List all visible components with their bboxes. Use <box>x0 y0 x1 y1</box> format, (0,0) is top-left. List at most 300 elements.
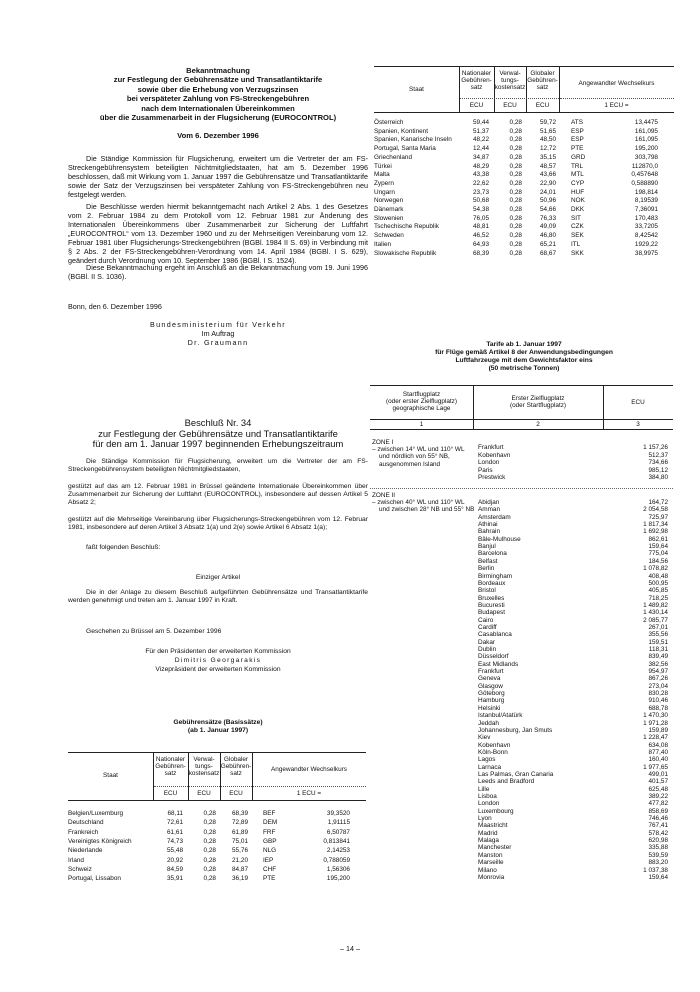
tarif-ecu: 164,72 <box>648 499 668 506</box>
table-row <box>370 756 673 763</box>
admin-rate: 0,28 <box>509 171 522 179</box>
exchange-rate: 0,588890 <box>631 179 658 187</box>
tarif-ecu: 910,46 <box>648 697 668 705</box>
page-number: – 14 – <box>340 944 360 953</box>
table-row <box>370 602 673 609</box>
destination-airport: Lyon <box>478 815 492 823</box>
table-row <box>370 867 673 874</box>
country-name: Türkei <box>374 162 392 170</box>
tarif-ecu: 877,40 <box>648 748 668 756</box>
global-rate: 50,96 <box>540 197 556 205</box>
table-row <box>370 705 673 712</box>
table-row <box>370 727 673 734</box>
tarif-ecu: 2 085,77 <box>643 616 668 624</box>
table-row <box>370 800 673 807</box>
global-rate: 48,57 <box>540 162 556 170</box>
destination-airport: Leeds and Bradford <box>478 778 535 786</box>
tarif-ecu: 118,31 <box>648 646 668 653</box>
currency-code: IEP <box>263 856 274 864</box>
national-rate: 55,48 <box>167 847 183 855</box>
exchange-rate: 8,19539 <box>634 197 658 205</box>
destination-airport: Banjul <box>478 543 496 551</box>
currency-code: CZK <box>571 223 584 231</box>
country-name: Irland <box>68 856 84 864</box>
national-rate: 54,38 <box>473 206 489 213</box>
table-row <box>370 668 673 675</box>
header-national: Nationaler Gebühren- satz <box>155 756 186 778</box>
national-rate: 51,37 <box>473 127 489 135</box>
beschluss-paragraph-3: gestützt auf die Mehrseitige Vereinbarung über Flugsicherungs-Streckengebühren vom 12. Februar 1981, insbesondere auf deren Artikel 3 Absatz 1(a) und 2(e) sowie Artikel 6 Absatz 1(a); <box>68 516 368 531</box>
table-row <box>374 241 674 250</box>
exchange-rate: 161,095 <box>634 136 658 144</box>
title-line: für den am 1. Januar 1997 beginnenden Erhebungszeitraum <box>92 438 344 449</box>
article-heading: Einziger Artikel <box>195 574 241 581</box>
destination-airport: Frankfurt <box>478 668 504 676</box>
national-rate: 48,29 <box>473 162 489 170</box>
admin-rate: 0,28 <box>509 197 522 205</box>
beschluss-title <box>60 418 376 450</box>
table-row <box>370 580 673 587</box>
national-rate: 72,61 <box>167 819 183 827</box>
admin-rate: 0,28 <box>203 875 216 883</box>
col-number: 1 <box>419 421 424 428</box>
table-row <box>370 720 673 727</box>
currency-code: TRL <box>571 162 584 170</box>
tarif-table <box>370 385 673 881</box>
exchange-rate: 170,483 <box>634 214 658 222</box>
table-row <box>68 810 366 819</box>
title-line: Tarife ab 1. Januar 1997 <box>486 341 562 348</box>
rates-table-top <box>374 66 674 258</box>
destination-airport: Amman <box>478 506 501 514</box>
title-line: Luftfahrzeuge mit dem Gewichtsfaktor eins <box>455 357 593 364</box>
global-rate: 68,39 <box>232 810 248 817</box>
beschluss-signer: Dimitris Georgarakis <box>174 657 262 664</box>
destination-airport: Geneva <box>478 675 501 683</box>
global-rate: 72,89 <box>232 819 248 827</box>
tarif-ecu: 883,20 <box>648 859 668 867</box>
tarif-ecu: 512,37 <box>648 451 668 459</box>
destination-airport: Köln-Bonn <box>478 748 508 756</box>
exchange-rate: 0,457648 <box>631 171 658 179</box>
global-rate: 76,33 <box>540 214 556 222</box>
destination-airport: Amsterdam <box>478 513 511 521</box>
destination-airport: Milano <box>478 866 497 874</box>
title-line: über die Zusammenarbeit in der Flugsicherung (EUROCONTROL) <box>99 113 337 123</box>
tarif-ecu: 867,26 <box>648 675 668 683</box>
table-row <box>370 499 673 506</box>
destination-airport: Manchester <box>478 844 512 852</box>
destination-airport: Düsseldorf <box>478 653 509 661</box>
currency-code: ESP <box>571 136 584 144</box>
tarif-ecu: 405,85 <box>648 587 668 595</box>
destination-airport: Dakar <box>478 638 496 646</box>
table-row <box>374 171 674 180</box>
header-wechselkurs: Angewandter Wechselkurs <box>271 766 347 773</box>
header-staat: Staat <box>409 86 424 93</box>
tarif-ecu: 267,01 <box>648 623 668 631</box>
table-row <box>370 771 673 778</box>
destination-airport: Bucuresti <box>478 601 505 609</box>
destination-airport: Bordeaux <box>478 579 506 587</box>
table-row <box>370 844 673 851</box>
title-line: Gebührensätze (Basissätze) <box>173 719 263 726</box>
table-row <box>370 565 673 572</box>
national-rate: 76,05 <box>473 214 489 222</box>
table-row <box>374 189 674 198</box>
beschluss-role: Vizepräsident der erweiterten Kommission <box>155 666 281 673</box>
tarif-ecu: 159,51 <box>648 638 668 646</box>
destination-airport: Cairo <box>478 616 494 624</box>
destination-airport: Helsinki <box>478 704 501 712</box>
currency-code: DEM <box>263 819 278 827</box>
destination-airport: Jeddah <box>478 719 499 727</box>
national-rate: 46,52 <box>473 232 489 240</box>
currency-code: PTE <box>263 875 276 883</box>
exchange-rate: 13,4475 <box>634 119 658 126</box>
tarif-ecu: 1 037,38 <box>643 866 668 874</box>
country-name: Norwegen <box>374 197 404 205</box>
table-row <box>370 528 673 535</box>
table-row <box>370 646 673 653</box>
admin-rate: 0,28 <box>203 828 216 836</box>
country-name: Slowakische Republik <box>374 249 437 257</box>
country-name: Belgien/Luxemburg <box>68 810 124 817</box>
currency-code: CYP <box>571 179 585 187</box>
table-row <box>374 136 674 145</box>
country-name: Frankreich <box>68 828 99 836</box>
tarif-ecu: 985,12 <box>648 466 668 474</box>
tarif-ecu: 625,48 <box>648 785 668 793</box>
destination-airport: Paris <box>478 466 493 474</box>
table-row <box>370 734 673 741</box>
tarif-ecu: 1 692,98 <box>643 528 668 536</box>
destination-airport: Istanbul/Atatürk <box>478 712 523 720</box>
beschluss-paragraph-1: Die Ständige Kommission für Flugsicherung, erweitert um die Vertreter der am FS-Streckengebührensystem beteiligten Nichtmitgliedstaaten, <box>68 458 368 473</box>
table-row <box>68 857 366 866</box>
table-row <box>374 250 674 259</box>
global-rate: 46,80 <box>540 232 556 240</box>
table-row <box>370 558 673 565</box>
exchange-rate: 161,095 <box>634 127 658 135</box>
exchange-rate: 303,798 <box>634 153 658 161</box>
destination-airport: Kiev <box>478 734 491 742</box>
tarif-ecu: 862,61 <box>648 535 668 543</box>
exchange-rate: 195,200 <box>634 145 658 153</box>
country-name: Spanien, Kontinent <box>374 127 429 135</box>
tarif-ecu: 477,82 <box>648 800 668 808</box>
destination-airport: Luxembourg <box>478 807 514 815</box>
tarif-header-ziel: Erster Zielflugplatz (oder Startflugplatz) <box>509 395 567 410</box>
table-row <box>370 712 673 719</box>
destination-airport: Hamburg <box>478 697 505 705</box>
destination-airport: Larnaca <box>478 763 502 771</box>
destination-airport: London <box>478 800 500 808</box>
currency-code: NLG <box>263 847 277 855</box>
country-name: Portugal, Santa Maria <box>374 145 436 153</box>
exchange-rate: 198,814 <box>634 188 658 196</box>
destination-airport: Casablanca <box>478 631 512 639</box>
admin-rate: 0,28 <box>203 847 216 855</box>
admin-rate: 0,28 <box>509 214 522 222</box>
table-row <box>68 819 366 828</box>
destination-airport: Bahrain <box>478 528 501 536</box>
destination-airport: Marseille <box>478 859 504 867</box>
destination-airport: Belfast <box>478 557 498 565</box>
national-rate: 61,61 <box>167 828 183 836</box>
currency-code: SEK <box>571 232 584 240</box>
global-rate: 35,15 <box>540 153 556 161</box>
currency-code: ITL <box>571 240 581 248</box>
national-rate: 20,92 <box>167 856 183 864</box>
header-ecu-eq: 1 ECU = <box>604 102 629 109</box>
country-name: Dänemark <box>374 206 404 213</box>
table-row <box>370 786 673 793</box>
table-row <box>370 822 673 829</box>
exchange-rate: 38,9975 <box>634 249 658 257</box>
table-row <box>374 128 674 137</box>
exchange-rate: 39,3520 <box>326 810 350 817</box>
tarif-ecu: 767,41 <box>648 822 668 830</box>
destination-airport: Monrovia <box>478 873 505 881</box>
destination-airport: Glasgow <box>478 682 503 690</box>
zone-1-label: ZONE I – zwischen 14° WL und 110° WL und nördlich von 55° NB, ausgenommen Island <box>372 439 465 468</box>
tarif-title <box>374 341 674 373</box>
country-name: Spanien, Kanarische Inseln <box>374 136 452 144</box>
beschluss-paragraph-2: gestützt auf das am 12. Februar 1981 in Brüssel geänderte Internationale Übereinkommen über Zusammenarbeit zur Sicherung der Luftfahrt (EUROCONTROL), insbesondere auf dessen Artikel 5 Absatz 2; <box>68 483 368 506</box>
global-rate: 49,09 <box>540 223 556 231</box>
table-row <box>370 690 673 697</box>
tarif-ecu: 1 817,34 <box>643 521 668 529</box>
table-row <box>370 793 673 800</box>
header-ecu: ECU <box>469 102 484 109</box>
tarif-ecu: 159,64 <box>648 873 668 881</box>
country-name: Österreich <box>374 119 404 126</box>
admin-rate: 0,28 <box>509 119 522 126</box>
destination-airport: London <box>478 459 500 466</box>
table-row <box>370 624 673 631</box>
table-row <box>374 223 674 232</box>
destination-airport: Dublin <box>478 646 497 653</box>
bekanntmachung-date: Vom 6. Dezember 1996 <box>177 131 259 140</box>
header-wechselkurs: Angewandter Wechselkurs <box>578 80 655 87</box>
header-verwaltung: Verwal- tungs- kostensatz <box>188 756 220 778</box>
table-row <box>370 573 673 580</box>
ministry-name: Bundesministerium für Verkehr <box>150 320 286 329</box>
destination-airport: Frankfurt <box>478 444 504 451</box>
table-row <box>370 749 673 756</box>
tarif-ecu: 1 470,30 <box>643 712 668 720</box>
title-line: nach dem Internationalen Übereinkommen <box>141 103 295 113</box>
global-rate: 24,01 <box>540 188 556 196</box>
table-row <box>68 829 366 838</box>
tarif-ecu: 1 430,14 <box>643 609 668 617</box>
beschluss-place: Geschehen zu Brüssel am 5. Dezember 1996 <box>86 628 222 635</box>
table-row <box>68 847 366 856</box>
national-rate: 74,73 <box>167 837 183 845</box>
bekanntmachung-paragraph-1: Die Ständige Kommission für Flugsicherung, erweitert um die Vertreter der am FS-Streckengebührensystem beteiligten Nichtmitgliedstaaten, hat am 5. Dezember 1996 beschlossen, daß mit Wirkung vom 1. Januar 1997 die Gebührensätze und Transatlantiktarife sowie der Satz der Verzugszinsen bei verspäteter Zahlung von FS-Streckengebühren neu festgelegt werden. <box>68 154 368 199</box>
currency-code: MTL <box>571 171 584 179</box>
admin-rate: 0,28 <box>203 810 216 817</box>
destination-airport: Kobenhavn <box>478 741 511 749</box>
exchange-rate: 1,56306 <box>326 865 350 873</box>
tarif-ecu: 389,22 <box>648 793 668 800</box>
country-name: Vereinigtes Königreich <box>68 837 132 845</box>
currency-code: PTE <box>571 145 584 153</box>
rates-table-bottom <box>68 752 366 884</box>
country-name: Niederlande <box>68 847 103 855</box>
header-ecu: ECU <box>503 102 517 109</box>
tarif-ecu: 2 054,58 <box>643 506 668 514</box>
tarif-ecu: 382,56 <box>648 660 668 668</box>
signer-name: Dr. Graumann <box>187 338 249 347</box>
destination-airport: Lisboa <box>478 793 497 800</box>
table-row <box>370 742 673 749</box>
country-name: Malta <box>374 171 390 179</box>
admin-rate: 0,28 <box>509 162 522 170</box>
tarif-ecu: 858,69 <box>648 807 668 815</box>
destination-airport: East Midlands <box>478 660 519 668</box>
header-ecu: ECU <box>229 790 243 797</box>
tarif-ecu: 718,25 <box>648 594 668 602</box>
tarif-ecu: 273,04 <box>648 682 668 690</box>
admin-rate: 0,28 <box>509 153 522 161</box>
destination-airport: Maastricht <box>478 822 508 830</box>
header-ecu-eq: 1 ECU = <box>296 790 322 797</box>
exchange-rate: 33,7205 <box>634 223 658 231</box>
tarif-ecu: 159,89 <box>648 726 668 734</box>
tarif-ecu: 1 489,82 <box>643 601 668 609</box>
table-row <box>370 617 673 624</box>
admin-rate: 0,28 <box>203 819 216 827</box>
destination-airport: Abidjan <box>478 499 500 506</box>
national-rate: 12,44 <box>473 145 489 153</box>
admin-rate: 0,28 <box>203 856 216 864</box>
currency-code: NOK <box>571 197 585 205</box>
table-row <box>370 653 673 660</box>
tarif-ecu: 688,78 <box>648 704 668 712</box>
table-row <box>370 830 673 837</box>
destination-airport: Bâle-Mulhouse <box>478 535 521 543</box>
table-row <box>68 866 366 875</box>
table-row <box>370 874 673 881</box>
national-rate: 43,38 <box>473 171 489 179</box>
destination-airport: Las Palmas, Gran Canaria <box>478 770 554 778</box>
admin-rate: 0,28 <box>509 240 522 248</box>
exchange-rate: 195,200 <box>326 875 350 883</box>
col-number: 3 <box>636 421 640 428</box>
tarif-ecu: 184,56 <box>648 557 668 565</box>
currency-code: ESP <box>571 127 584 135</box>
national-rate: 50,68 <box>473 197 489 205</box>
admin-rate: 0,28 <box>509 136 522 144</box>
table-row <box>370 514 673 521</box>
national-rate: 48,81 <box>473 223 489 231</box>
table-row <box>374 206 674 215</box>
global-rate: 75,01 <box>232 837 248 845</box>
title-line: Beschluß Nr. 34 <box>184 417 252 428</box>
col-number: 2 <box>536 421 540 428</box>
header-ecu: ECU <box>535 102 550 109</box>
national-rate: 59,44 <box>473 119 489 126</box>
destination-airport: Lille <box>478 785 490 793</box>
title-line: für Flüge gemäß Artikel 8 der Anwendungsbedingungen <box>435 349 613 356</box>
tarif-ecu: 775,04 <box>648 550 668 558</box>
exchange-rate: 7,36091 <box>634 206 658 213</box>
global-rate: 22,90 <box>540 179 556 187</box>
admin-rate: 0,28 <box>203 865 216 873</box>
zone-2-label: ZONE II – zwischen 40° WL und 110° WL und zwischen 28° NB und 55° NB <box>372 492 475 514</box>
tarif-ecu: 1 078,82 <box>643 565 668 573</box>
national-rate: 48,22 <box>473 136 489 144</box>
admin-rate: 0,28 <box>509 206 522 213</box>
table-row <box>370 639 673 646</box>
destination-airport: Cardiff <box>478 623 497 631</box>
global-rate: 43,66 <box>540 171 556 179</box>
country-name: Zypern <box>374 179 394 187</box>
currency-code: GBP <box>263 837 277 845</box>
admin-rate: 0,28 <box>509 232 522 240</box>
table-row <box>374 215 674 224</box>
tarif-ecu: 1 228,47 <box>643 734 668 742</box>
country-name: Slowenien <box>374 214 404 222</box>
rates-basis-title <box>68 719 368 735</box>
title-line: zur Festlegung der Gebührensätze und Transatlantiktarife <box>113 75 323 85</box>
header-staat: Staat <box>103 772 118 779</box>
table-row <box>374 119 674 128</box>
header-global: Globaler Gebühren- satz <box>220 756 252 778</box>
admin-rate: 0,28 <box>509 249 522 257</box>
tarif-ecu: 160,40 <box>648 756 668 764</box>
tarif-ecu: 734,66 <box>648 459 668 466</box>
header-global: Globaler Gebühren- satz <box>527 70 558 92</box>
currency-code: SIT <box>571 214 581 222</box>
title-line: sowie über die Erhebung von Verzugszinsen <box>137 84 299 94</box>
bekanntmachung-paragraph-2: Die Beschlüsse werden hiermit bekanntgemacht nach Artikel 2 Abs. 1 des Gesetzes vom 2. Februar 1984 zu dem Protokoll vom 12. Februar 1981 zur Änderung des Internationalen Übereinkommens über Zusammenarbeit zur Sicherung der Luftfahrt „EUROCONTROL“ vom 13. Dezember 1960 und zu der Mehrseitigen Vereinbarung vom 12. Februar 1981 über Flugsicherungs-Streckengebühren (BGBl. 1984 II S. 69) in Verbindung mit § 2 Abs. 2 der FS-Streckengebühren-Verordnung vom 14. April 1984 (BGBl. I S. 629), geändert durch Verordnung vom 10. September 1986 (BGBl. I S. 1524). <box>68 202 368 265</box>
tarif-ecu: 620,98 <box>648 837 668 845</box>
table-row <box>370 764 673 771</box>
currency-code: FRF <box>263 828 276 836</box>
tarif-ecu: 725,97 <box>648 513 668 521</box>
tarif-ecu: 335,88 <box>648 844 668 852</box>
table-row <box>370 815 673 822</box>
national-rate: 22,62 <box>473 179 489 187</box>
table-row <box>370 587 673 594</box>
national-rate: 68,11 <box>167 810 183 817</box>
title-line: zur Festlegung der Gebührensätze und Transatlantiktarife <box>98 427 338 439</box>
country-name: Deutschland <box>68 819 104 827</box>
global-rate: 12,72 <box>540 145 556 153</box>
table-row <box>370 506 673 513</box>
table-row <box>370 444 673 452</box>
destination-airport: Lagos <box>478 756 496 764</box>
tarif-ecu: 355,56 <box>648 631 668 639</box>
for-president: Für den Präsidenten der erweiterten Kommission <box>145 648 291 655</box>
place-date: Bonn, den 6. Dezember 1996 <box>68 302 162 311</box>
destination-airport: Kobenhavn <box>478 451 511 459</box>
table-row <box>370 452 673 460</box>
global-rate: 36,19 <box>232 875 248 883</box>
tarif-ecu: 839,49 <box>648 653 668 661</box>
table-row <box>370 852 673 859</box>
table-row <box>370 595 673 602</box>
table-row <box>370 837 673 844</box>
beschluss-paragraph-5: Die in der Anlage zu diesem Beschluß aufgeführten Gebührensätze und Transatlantiktarife werden genehmigt und treten am 1. Januar 1997 in Kraft. <box>68 589 368 604</box>
header-verwaltung: Verwal- tungs- kostensatz <box>494 70 526 92</box>
currency-code: ATS <box>571 119 583 126</box>
table-row <box>370 536 673 543</box>
currency-code: DKK <box>571 206 585 213</box>
